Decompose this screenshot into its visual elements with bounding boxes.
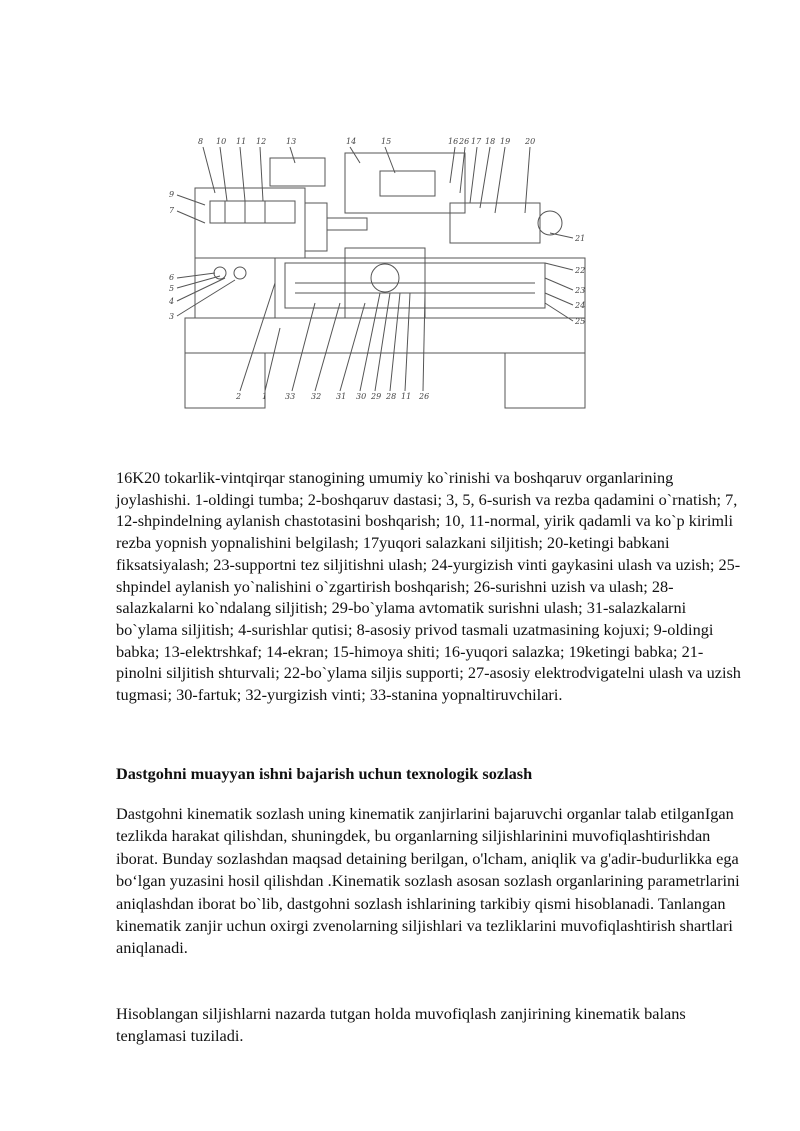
body-paragraph-2: Hisoblangan siljishlarni nazarda tutgan holda muvofiqlash zanjirining kinematik balans tenglamasi tuziladi. (116, 1004, 686, 1046)
top-callout-10: 10 (216, 137, 227, 146)
top-callout-12: 12 (256, 137, 267, 146)
top-callout-11: 11 (236, 137, 247, 146)
figure-caption: 16K20 tokarlik-vintqirqar stanogining umumiy ko`rinishi va boshqaruv organlarining joylashishi. 1-oldingi tumba; 2-boshqaruv dastasi; 3, 5, 6-surish va rezba qadamini o`rnatish; 7, 12-shpindelning aylanish chastotasini boshqarish; 10, 11-normal, yirik qadamli va ko`p kirimli rezba yopnish yopnalishini belgilash; 17yuqori salazkani siljitish; 20-ketingi babkani fiksatsiyalash; 23-supportni tez siljitishni ulash; 24-yurgizish vinti gaykasini ulash va uzish; 25-shpindel aylanish yo`nalishini o`zgartirish boshqarish; 26-surishni uzish va ulash; 28-salazkalarni ko`ndalang siljitish; 29-bo`ylama avtomatik surishni ulash; 31-salazkalarni bo`ylama siljitish; 4-surishlar qutisi; 8-asosiy privod tasmali uzatmasining kojuxi; 9-oldingi babka; 13-elektrshkaf; 14-ekran; 15-himoya shiti; 16-yuqori salazka; 19ketingi babka; 21-pinolni siljitish shturvali; 22-bo`ylama siljis supporti; 27-asosiy elektrodvigatelni ulash va uzish tugmasi; 30-fartuk; 32-yurgizish vinti; 33-stanina yopnaltiruvchilari. (116, 468, 741, 705)
bottom-callout-32: 32 (311, 392, 322, 401)
right-callout-21: 21 (575, 234, 586, 243)
left-callout-5: 5 (169, 284, 175, 293)
right-callout-23: 23 (575, 286, 586, 295)
bottom-callout-30: 30 (356, 392, 367, 401)
section-heading: Dastgohni muayyan ishni bajarish uchun texnologik sozlash (116, 764, 533, 783)
left-callout-4: 4 (169, 297, 175, 306)
electrical-cabinet (270, 158, 325, 186)
top-callout-15: 15 (381, 137, 392, 146)
top-callout-26: 26 (459, 137, 470, 146)
bottom-callout-1: 1 (262, 392, 268, 401)
right-callout-25: 25 (575, 317, 586, 326)
screen (345, 153, 465, 213)
bottom-callout-11: 11 (401, 392, 412, 401)
top-callout-19: 19 (500, 137, 511, 146)
left-callout-9: 9 (169, 190, 175, 199)
left-callout-6: 6 (169, 273, 175, 282)
bottom-callout-26: 26 (419, 392, 430, 401)
bottom-callout-33: 33 (285, 392, 296, 401)
top-callout-14: 14 (346, 137, 357, 146)
left-callout-3: 3 (169, 312, 175, 321)
bed (195, 258, 585, 318)
bottom-callout-29: 29 (371, 392, 382, 401)
lathe-illustration (165, 133, 595, 415)
chuck (305, 203, 327, 251)
bottom-callout-28: 28 (386, 392, 397, 401)
right-callout-22: 22 (575, 266, 586, 275)
top-callout-8: 8 (198, 137, 204, 146)
top-callout-17: 17 (471, 137, 482, 146)
body-paragraph-1: Dastgohni kinematik sozlash uning kinematik zanjirlarini bajaruvchi organlar talab etilganIgan tezlikda harakat qilishdan, shuningdek, bu organlarning siljishlarinini muvofiqlashtirishdan iborat. Bunday sozlashdan maqsad detaining berilgan, o'lcham, aniqlik va g'adir-budurlikka ega bo‘lgan yuzasini hosil qilishdan .Kinematik sozlash asosan sozlash organlarining parametrlarini aniqlashdan iborat bo`lib, dastgohni sozlash ishlarining tarkibiy qismi hisoblanadi. Tanlangan kinematik zanjir uchun oxirgi zvenolarning siljishlari va tezliklarini muvofiqlashtirish shartlari aniqlanadi. (116, 804, 740, 958)
top-callout-16: 16 (448, 137, 459, 146)
feed-box (195, 258, 275, 318)
right-callout-24: 24 (575, 301, 586, 310)
top-callout-20: 20 (525, 137, 536, 146)
top-callout-13: 13 (286, 137, 297, 146)
bottom-callout-31: 31 (336, 392, 347, 401)
bottom-callout-2: 2 (236, 392, 242, 401)
tailstock (450, 203, 540, 243)
top-callout-18: 18 (485, 137, 496, 146)
left-callout-7: 7 (169, 206, 175, 215)
